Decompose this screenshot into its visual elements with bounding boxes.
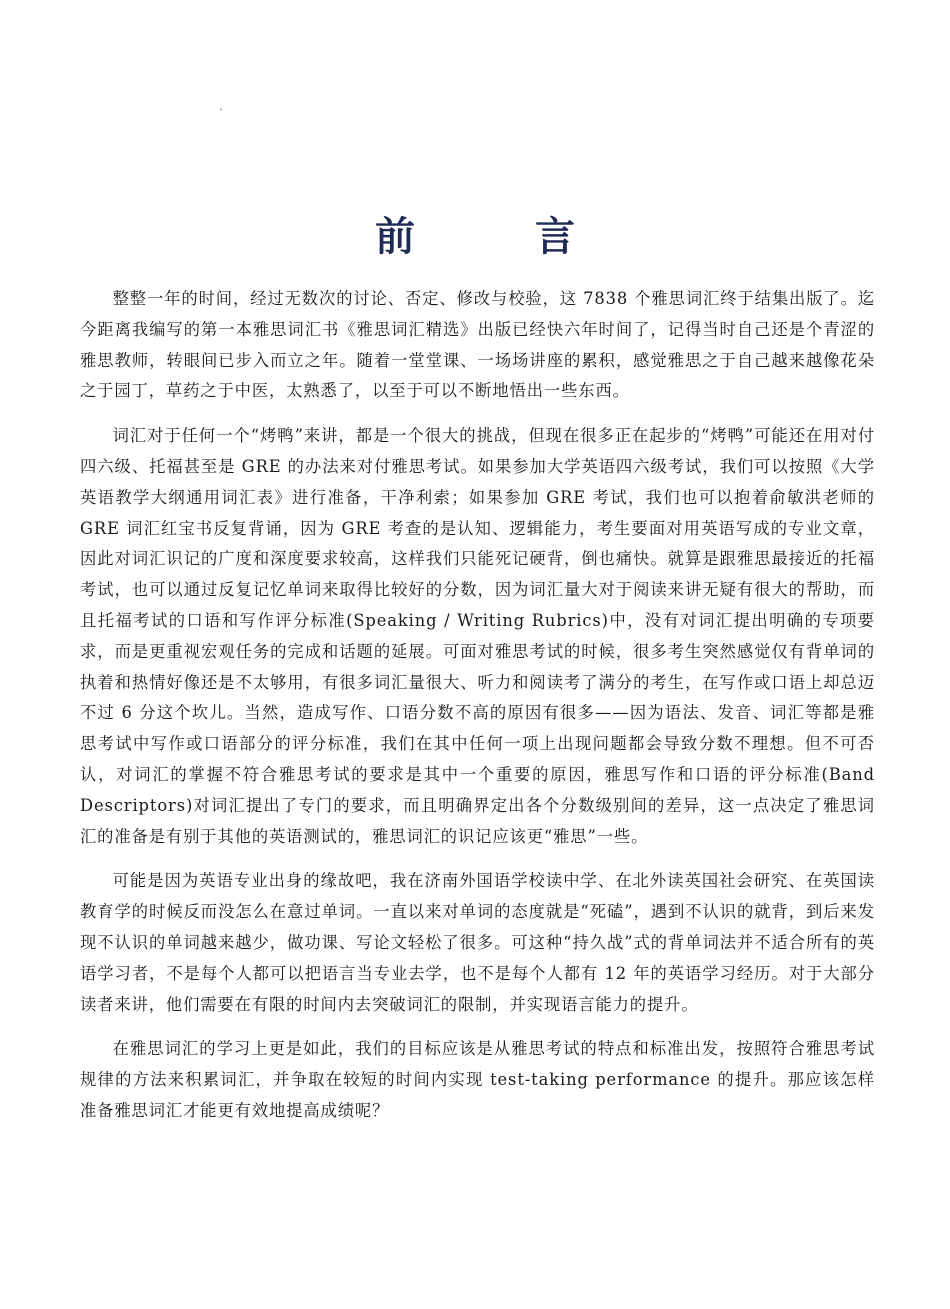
paragraph-2: 词汇对于任何一个“烤鸭”来讲，都是一个很大的挑战，但现在很多正在起步的“烤鸭”可能还在用对付四六级、托福甚至是 GRE 的办法来对付雅思考试。如果参加大学英语四六级考试，我们可以按照《大学英语教学大纲通用词汇表》进行准备，干净利索；如果参加 GRE 考试，我们也可以抱着俞敏洪老师的 GRE 词汇红宝书反复背诵，因为 GRE 考查的是认知、逻辑能力，考生要面对用英语写成的专业文章，因此对词汇识记的广度和深度要求较高，这样我们只能死记硬背，倒也痛快。就算是跟雅思最接近的托福考试，也可以通过反复记忆单词来取得比较好的分数，因为词汇量大对于阅读来讲无疑有很大的帮助，而且托福考试的口语和写作评分标准(Speaking / Writing Rubrics)中，没有对词汇提出明确的专项要求，而是更重视宏观任务的完成和话题的延展。可面对雅思考试的时候，很多考生突然感觉仅有背单词的执着和热情好像还是不太够用，有很多词汇量很大、听力和阅读考了满分的考生，在写作或口语上却总迈不过 6 分这个坎儿。当然，造成写作、口语分数不高的原因有很多——因为语法、发音、词汇等都是雅思考试中写作或口语部分的评分标准，我们在其中任何一项上出现问题都会导致分数不理想。但不可否认，对词汇的掌握不符合雅思考试的要求是其中一个重要的原因，雅思写作和口语的评分标准(Band Descriptors)对词汇提出了专门的要求，而且明确界定出各个分数级别间的差异，这一点决定了雅思词汇的准备是有别于其他的英语测试的，雅思词汇的识记应该更“雅思”一些。 <box>80 426 875 846</box>
paragraph-4: 在雅思词汇的学习上更是如此，我们的目标应该是从雅思考试的特点和标准出发，按照符合雅思考试规律的方法来积累词汇，并争取在较短的时间内实现 test-taking performance 的提升。那应该怎样准备雅思词汇才能更有效地提高成绩呢？ <box>80 1039 875 1120</box>
paragraph-1: 整整一年的时间，经过无数次的讨论、否定、修改与校验，这 7838 个雅思词汇终于结集出版了。迄今距离我编写的第一本雅思词汇书《雅思词汇精选》出版已经快六年时间了，记得当时自己还是个青涩的雅思教师，转眼间已步入而立之年。随着一堂堂课、一场场讲座的累积，感觉雅思之于自己越来越像花朵之于园丁，草药之于中医，太熟悉了，以至于可以不断地悟出一些东西。 <box>80 289 875 401</box>
page-title: 前 言 <box>375 212 615 260</box>
preface-body <box>80 284 875 1141</box>
stray-mark: ` <box>219 109 224 120</box>
paragraph-3: 可能是因为英语专业出身的缘故吧，我在济南外国语学校读中学、在北外读英国社会研究、在英国读教育学的时候反而没怎么在意过单词。一直以来对单词的态度就是“死磕”，遇到不认识的就背，到后来发现不认识的单词越来越少，做功课、写论文轻松了很多。可这种“持久战”式的背单词法并不适合所有的英语学习者，不是每个人都可以把语言当专业去学，也不是每个人都有 12 年的英语学习经历。对于大部分读者来讲，他们需要在有限的时间内去突破词汇的限制，并实现语言能力的提升。 <box>80 871 875 1014</box>
